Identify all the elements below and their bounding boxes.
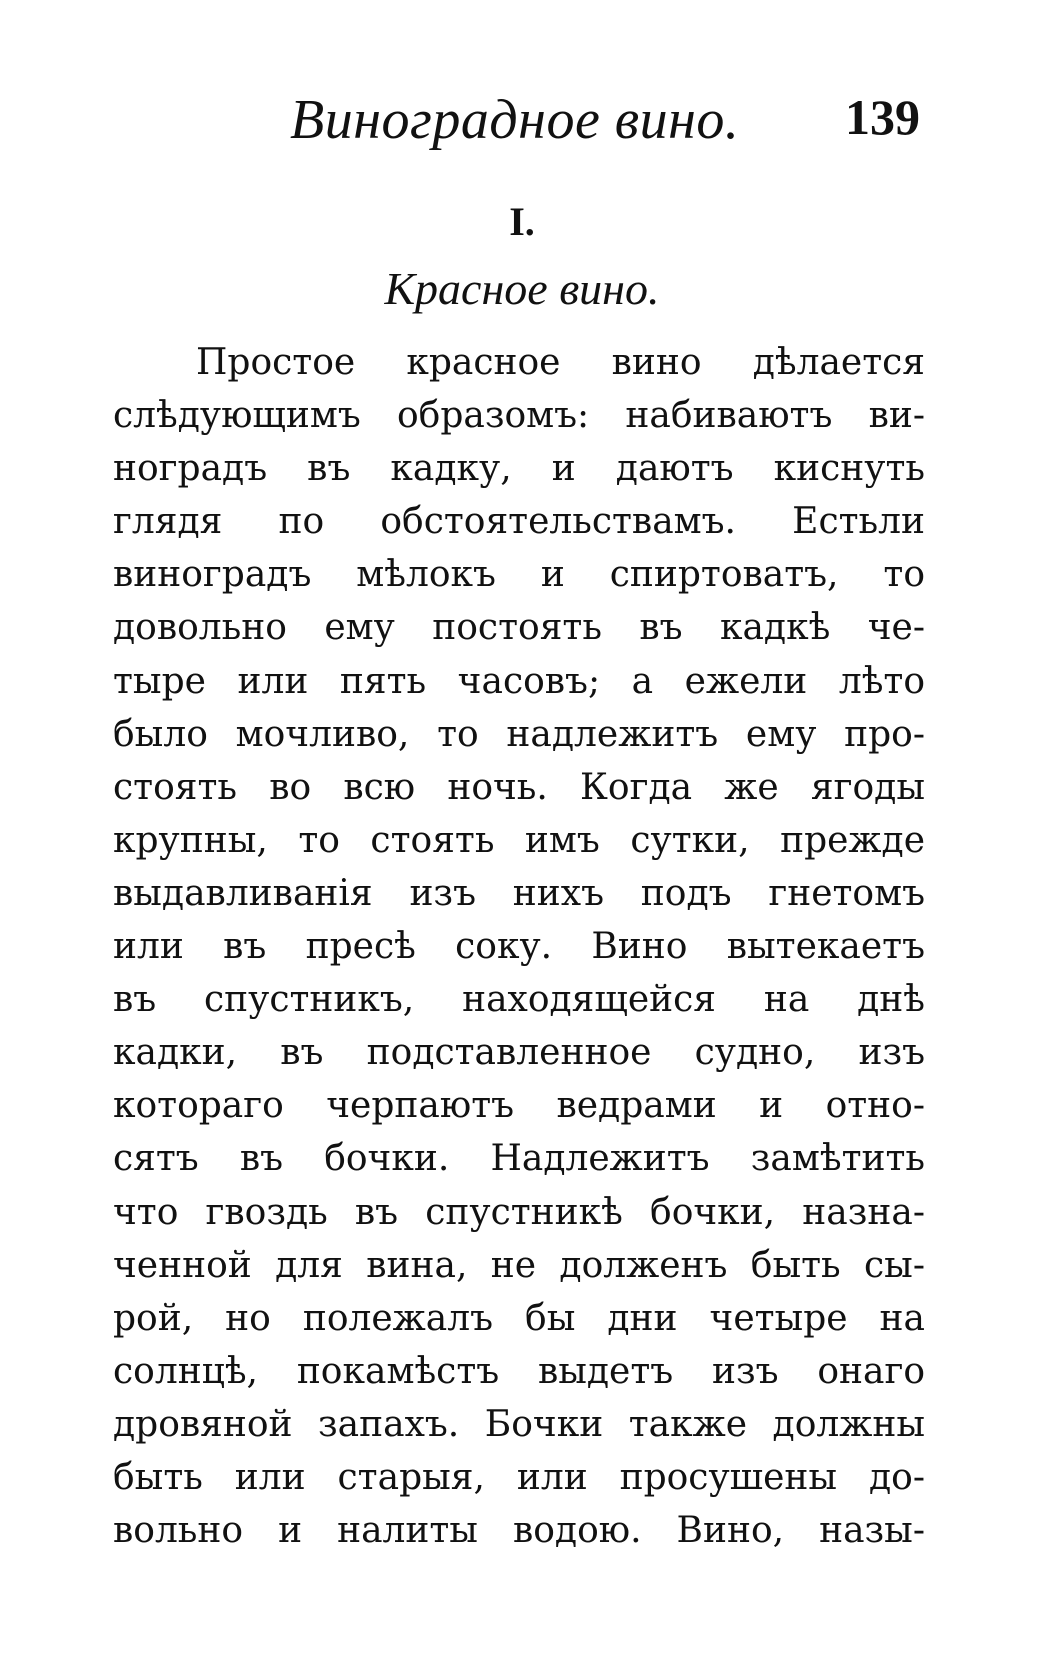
text-line: ченной для вина, не долженъ быть сы-	[113, 1244, 925, 1286]
text-line: солнцѣ, покамѣстъ выдетъ изъ онаго	[113, 1350, 925, 1392]
text-line: сятъ въ бочки. Надлежитъ замѣтить	[113, 1138, 925, 1180]
text-line: выдавливанія изъ нихъ подъ гнетомъ	[113, 872, 925, 914]
text-line: ноградъ въ кадку, и даютъ киснуть	[113, 448, 925, 490]
text-line: быть или старыя, или просушены до-	[113, 1456, 925, 1498]
text-line: дровяной запахъ. Бочки также должны	[113, 1403, 925, 1445]
text-line: Простое красное вино дѣлается	[196, 342, 925, 383]
text-line: кадки, въ подставленное судно, изъ	[113, 1032, 925, 1074]
text-line: крупны, то стоять имъ сутки, прежде	[113, 819, 925, 861]
text-line: что гвоздь въ спустникѣ бочки, назна-	[113, 1191, 925, 1233]
text-line: котораго черпаютъ ведрами и отно-	[113, 1085, 925, 1127]
text-line: вольно и налиты водою. Вино, назы-	[113, 1510, 925, 1552]
text-line: въ спустникъ, находящейся на днѣ	[113, 979, 925, 1021]
text-line: довольно ему постоять въ кадкѣ че-	[113, 607, 925, 649]
text-line: тыре или пять часовъ; а ежели лѣто	[113, 660, 925, 702]
text-line: глядя по обстоятельствамъ. Естьли	[113, 501, 925, 543]
text-line: или въ пресѣ соку. Вино вытекаетъ	[113, 926, 925, 968]
text-line: стоять во всю ночь. Когда же ягоды	[113, 766, 925, 808]
section-title: Красное вино.	[384, 263, 660, 314]
page-number: 139	[845, 89, 920, 145]
text-line: виноградъ мѣлокъ и спиртоватъ, то	[113, 554, 925, 596]
running-title: Виноградное вино.	[290, 89, 740, 151]
body-paragraph	[113, 336, 925, 1557]
text-line: рой, но полежалъ бы дни четыре на	[113, 1297, 925, 1339]
text-line: слѣдующимъ образомъ: набиваютъ ви-	[113, 395, 925, 437]
text-line: было мочливо, то надлежитъ ему про-	[113, 713, 925, 755]
running-head	[290, 88, 930, 158]
section-number: I.	[509, 199, 535, 244]
